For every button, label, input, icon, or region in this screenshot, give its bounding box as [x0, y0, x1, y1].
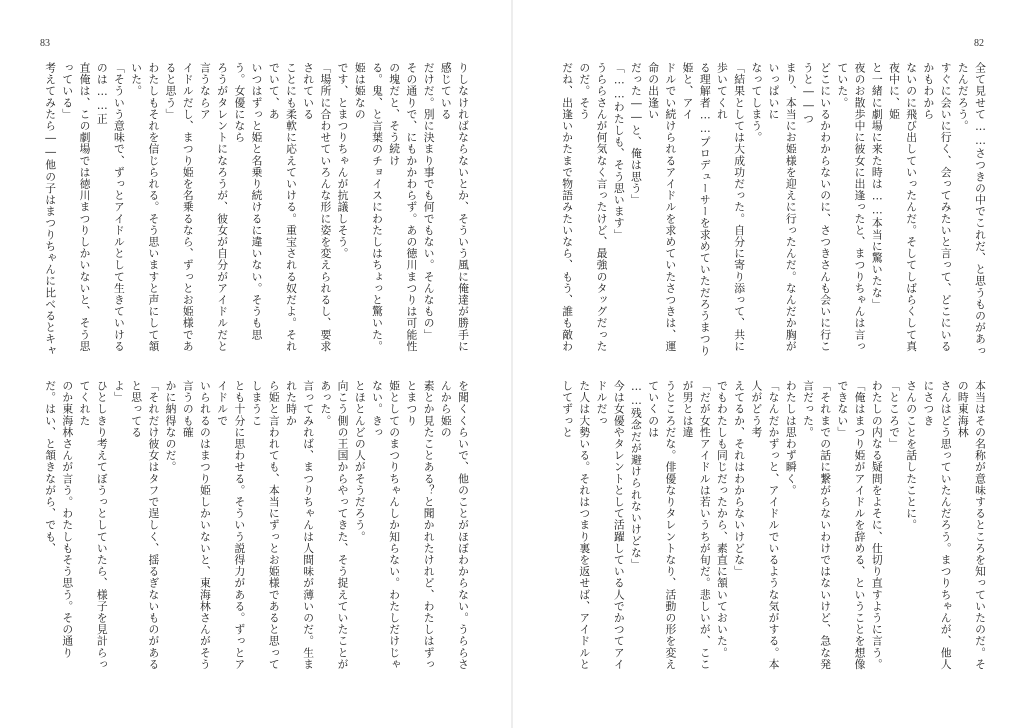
text-line: 「……わたしも、そう思います」	[612, 62, 626, 241]
text-line: ら姫と言われても、本当にずっとお姫様であると思ってしまうこ	[250, 380, 281, 670]
text-line: さんはどう思っていたんだろう。まつりちゃんが、他人にさつき	[922, 380, 953, 670]
text-line: 「それだけ彼女はタフで逞しく、揺るぎないものがあると思ってる	[130, 380, 161, 670]
text-line: ドルでい続けられるアイドルを求めていたさつきは、運命の出逢い	[647, 62, 678, 352]
left-page-number: 83	[40, 38, 50, 49]
right-page-bottom-block	[557, 380, 989, 680]
text-line: わたしの内なる疑問をよそに、仕切り直すように言う。	[870, 380, 884, 670]
text-line: うららさんが何気なく言ったけど、最強のタッグだったのだ。そう	[578, 62, 609, 352]
text-line: うところだな。俳優なりタレントなり、活動の形を変えていくのは	[647, 380, 678, 670]
text-line: どこにいるかわからないのに、さつきさんも会いに行こうと――つ	[801, 62, 833, 352]
text-line: 向こう側の王国からやってきた、そう捉えていたことがあった。	[319, 380, 350, 670]
right-page-top-block	[557, 62, 989, 360]
text-line: を聞くくらいで、他のことがほぼわからない。うららさんから姫の	[439, 380, 470, 670]
text-line: いられるのはまつり姫しかいないと、東海林さんがそう言うのも確	[181, 380, 212, 670]
text-line: えてるか、それはわからないけどな」	[733, 380, 747, 578]
text-line: 「結果としては大成功だった。自分に寄り添って、共に歩いてくれ	[715, 62, 747, 352]
text-line: その通りで、にもかかわらず。あの徳川まつりは可能性の塊だと、そう続け	[388, 62, 419, 352]
text-line: さんのことを話したことに。	[905, 380, 919, 531]
text-line: でもわたしも同じだったから、素直に頷いておいた。	[715, 380, 729, 659]
text-line: 「俺はまつり姫がアイドルを辞める、ということを想像できない」	[836, 380, 867, 670]
text-line: と一緒に劇場に来た時は……本当に驚いたな」	[870, 62, 884, 310]
text-line: いつはずっと姫と名乗り続けるに違いない。そうも思う。女優になら	[233, 62, 264, 341]
text-line: 今は女優やタレントとして活躍している人でかつてアイドルだっ	[595, 380, 626, 670]
text-line: のか東海林さんが言う。わたしもそう思う。その通りだ。はい、と頷きながら、でも、	[44, 380, 75, 659]
text-line: です、とまつりちゃんが抗議しそう。	[336, 62, 350, 260]
text-line: 素とか見たことある？と聞かれたけれど、わたしはずっとまつり	[405, 380, 436, 670]
text-line: イドルだし、まつり姫を名乗るなら、ずっとお姫様であると思う」	[164, 62, 195, 352]
text-line: 姫としてのまつりちゃんしか知らない。わたしだけじゃない。きっ	[370, 380, 402, 670]
text-line: 夜のお散歩中に彼女に出逢ったと、まつりちゃんは言っていた。	[836, 62, 867, 352]
text-line: 「それまでの話に繋がらないわけではないけど、急な発言だった。	[801, 380, 833, 670]
right-page-number: 82	[974, 38, 984, 49]
left-page-top-block	[40, 62, 472, 360]
text-line: 「だが女性アイドルは若いうちが旬だ。悲しいが、ここが男とは違	[681, 380, 712, 670]
text-line: だけだ。別に決まり事でも何でもない。そんなもの」	[422, 62, 436, 341]
text-line: 全て見せて……さつきの中でこれだ、と思うものがあったんだろう。	[956, 62, 987, 357]
text-line: とほとんどの人がそうだろう。	[353, 380, 367, 543]
text-line: だね、出逢いかたまで物語みたいなら、もう、誰も敵わ	[561, 62, 575, 352]
text-line: 直俺は、この劇場では徳川まつりしかいないと、そう思っている」	[61, 62, 92, 352]
left-page	[0, 0, 511, 728]
text-line: なってしまう。	[750, 62, 764, 144]
text-line: 「なんだかずっと、アイドルでいるような気がする。本人がどう考	[750, 380, 781, 670]
text-line: ……残念だが避けられないけどな」	[629, 380, 643, 570]
text-line: る。鬼、と言葉のチョイスにわたしはちょっと驚いた。姫は姫なの	[353, 62, 384, 352]
text-line: かに納得なのだ。	[164, 380, 178, 473]
text-line: すぐに会いに行く、会ってみたいと言って、どこにいるかもわから	[922, 62, 953, 352]
text-line: ことにも柔軟に応えていける。重宝される奴だよ。それでいて、あ	[267, 62, 298, 352]
left-page-bottom-block	[40, 380, 472, 680]
text-line: 「場所に合わせていろんな形に姿を変えられるし、要求されている	[302, 62, 333, 352]
text-line: りしなければならないとか、そういう風に俺達が勝手に感じている	[439, 62, 470, 352]
text-line: 「そういう意味で、ずっとアイドルとして生きていけるのは……正	[95, 62, 126, 352]
text-line: 「ところで」	[887, 380, 901, 450]
text-line: ないのに飛び出していったんだ。そしてしばらくして真夜中に、姫	[887, 62, 919, 352]
text-line: まり、本当にお姫様を迎えに行ったんだ。なんだか胸がいっぱいに	[767, 62, 798, 352]
text-line: る理解者……プロデューサーを求めていただろうまつり姫と、アイ	[681, 62, 712, 357]
text-line: だった――と、俺は思う」	[629, 62, 643, 206]
text-line: とも十分に思わせる。そういう説得力がある。ずっとアイドルで	[216, 380, 247, 670]
text-line: ひとしきり考えてぼうっとしていたら、様子を見計らってくれた	[78, 380, 109, 670]
right-page	[513, 0, 1024, 728]
text-line: た人は大勢いる。それはつまり裏を返せば、アイドルとしてずっと	[561, 380, 592, 670]
text-line: 本当はその名称が意味するところを知っていたのだ。その時東海林	[956, 380, 987, 670]
text-line: よ」	[112, 380, 126, 404]
text-line: 言ってみれば、まつりちゃんは人間味が薄いのだ。生まれた時か	[284, 380, 316, 670]
text-line: 考えてみたら――他の子はまつりちゃんに比べるとキャ	[44, 62, 58, 357]
text-line	[557, 380, 559, 680]
text-line: わたしは思わず瞬く。	[784, 380, 798, 496]
text-line: ろうがタレントになろうが、彼女が自分がアイドルだと言うならア	[198, 62, 230, 352]
text-line: わたしもそれを信じられる。そう思いますと声にして頷いた。	[130, 62, 161, 352]
